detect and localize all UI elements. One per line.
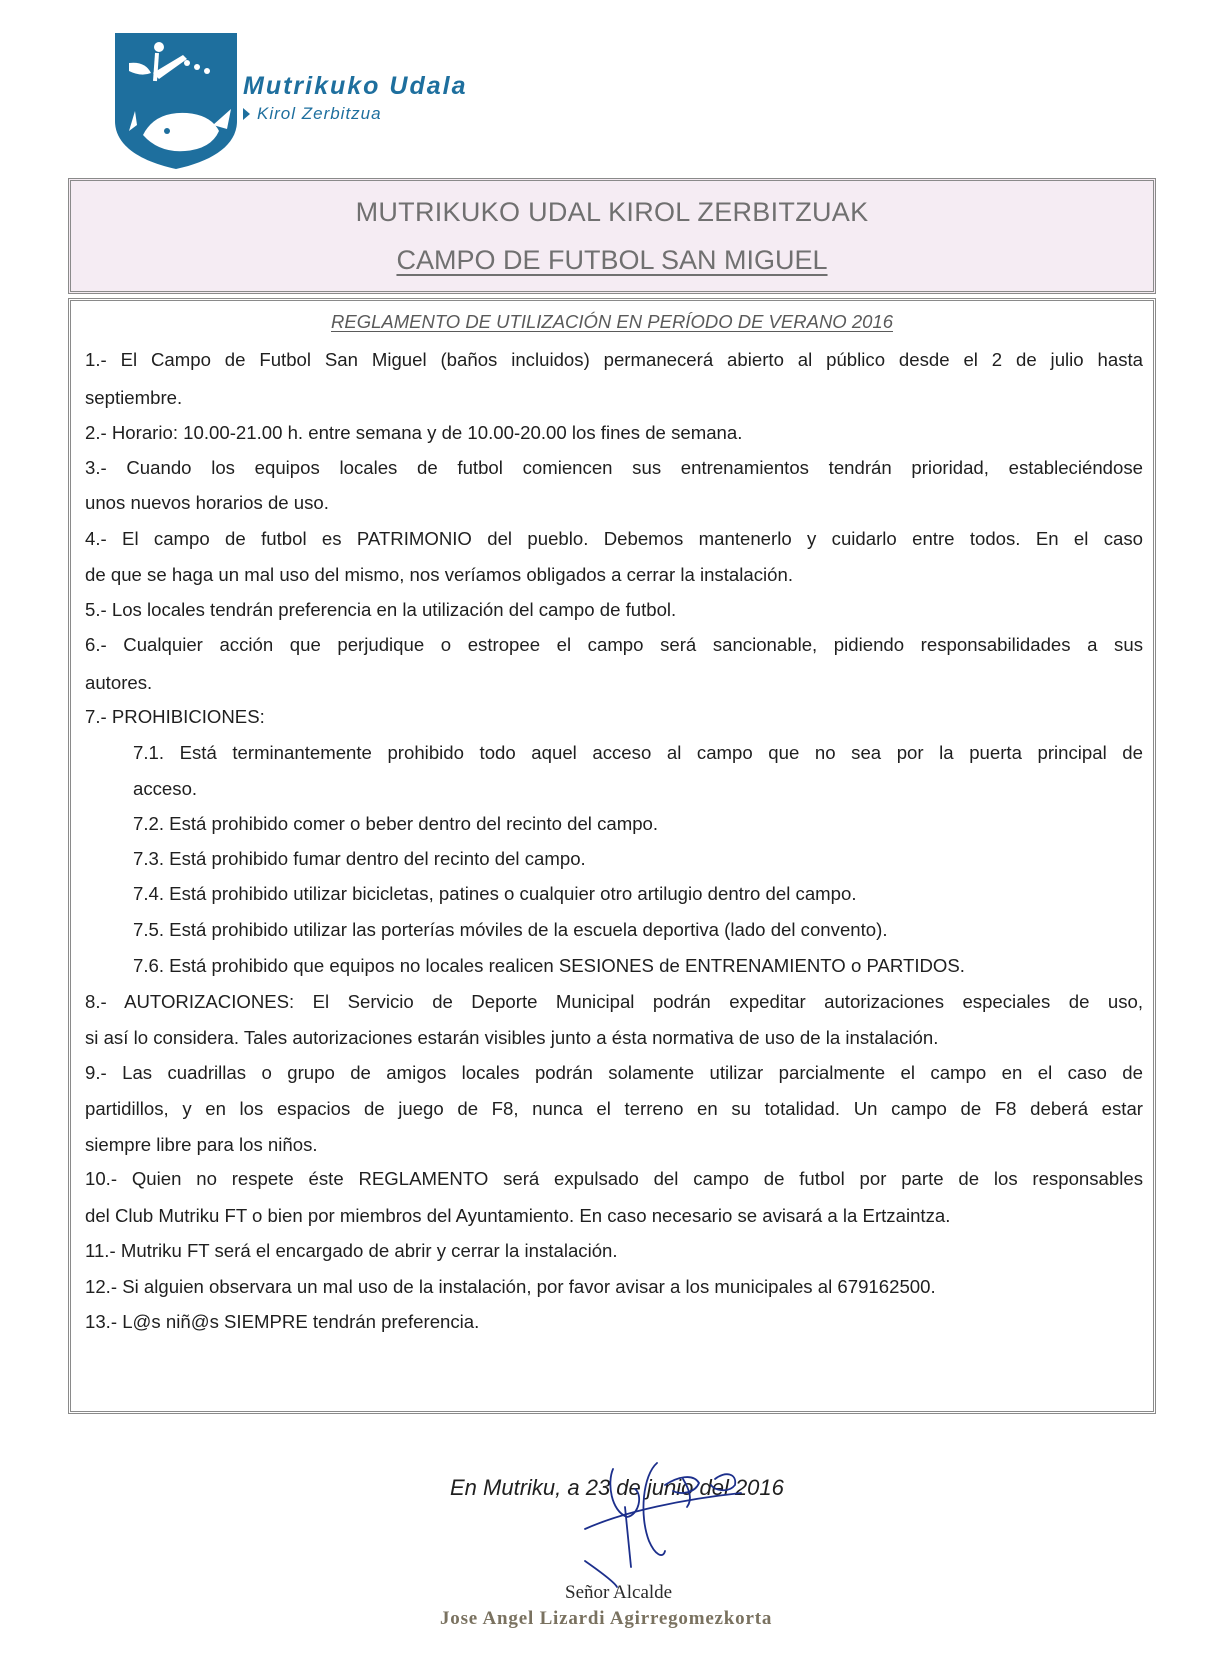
- rule-line: de que se haga un mal uso del mismo, nos veríamos obligados a cerrar la instalación.: [85, 564, 793, 585]
- department-label: Kirol Zerbitzua: [257, 104, 382, 123]
- title-box: [68, 178, 1156, 294]
- regulation-box: [68, 298, 1156, 1414]
- organization-block: [243, 72, 467, 124]
- organization-name: Mutrikuko Udala: [243, 72, 468, 100]
- rule-line: 8.- AUTORIZACIONES: El Servicio de Deporte Municipal podrán expeditar autorizaciones especiales de uso,: [85, 991, 1143, 1012]
- rule-line: acceso.: [133, 778, 198, 799]
- municipal-logo-icon: [115, 33, 237, 169]
- rule-line: del Club Mutriku FT o bien por miembros del Ayuntamiento. En caso necesario se avisará a la Ertzaintza.: [85, 1205, 951, 1226]
- mayor-title: Señor Alcalde: [565, 1582, 673, 1603]
- rule-line: autores.: [85, 672, 153, 693]
- rule-line: partidillos, y en los espacios de juego de F8, nunca el terreno en su totalidad. Un campo de F8 deberá estar: [85, 1098, 1143, 1119]
- rule-line: 9.- Las cuadrillas o grupo de amigos locales podrán solamente utilizar parcialmente el campo en el caso de: [85, 1062, 1143, 1083]
- signature-icon: [565, 1455, 815, 1590]
- mayor-name: Jose Angel Lizardi Agirregomezkorta: [440, 1608, 773, 1629]
- rule-line: 3.- Cuando los equipos locales de futbol comiencen sus entrenamientos tendrán prioridad, estableciéndose: [85, 457, 1143, 478]
- regulation-title: REGLAMENTO DE UTILIZACIÓN EN PERÍODO DE VERANO 2016: [331, 311, 893, 332]
- rule-line: 7.6. Está prohibido que equipos no locales realicen SESIONES de ENTRENAMIENTO o PARTIDOS.: [133, 955, 965, 976]
- document-subtitle: CAMPO DE FUTBOL SAN MIGUEL: [396, 245, 828, 275]
- rule-line: siempre libre para los niños.: [85, 1134, 318, 1155]
- organization-department: [243, 104, 467, 124]
- rule-line: 6.- Cualquier acción que perjudique o estropee el campo será sancionable, pidiendo responsabilidades a sus: [85, 634, 1143, 655]
- rule-line: 11.- Mutriku FT será el encargado de abrir y cerrar la instalación.: [85, 1240, 618, 1261]
- rule-line: 7.5. Está prohibido utilizar las porterías móviles de la escuela deportiva (lado del convento).: [133, 919, 888, 940]
- rule-line: 2.- Horario: 10.00-21.00 h. entre semana y de 10.00-20.00 los fines de semana.: [85, 422, 743, 443]
- rule-line: 13.- L@s niñ@s SIEMPRE tendrán preferencia.: [85, 1311, 480, 1332]
- rule-line: 1.- El Campo de Futbol San Miguel (baños incluidos) permanecerá abierto al público desde el 2 de julio hasta: [85, 349, 1143, 370]
- rule-line: unos nuevos horarios de uso.: [85, 492, 329, 513]
- arrow-right-icon: [243, 108, 250, 120]
- rule-line: 12.- Si alguien observara un mal uso de la instalación, por favor avisar a los municipales al 679162500.: [85, 1276, 936, 1297]
- rule-line: si así lo considera. Tales autorizaciones estarán visibles junto a ésta normativa de uso de la instalación.: [85, 1027, 939, 1048]
- place-date: En Mutriku, a 23 de junio del 2016: [450, 1475, 784, 1500]
- rule-line: 7.- PROHIBICIONES:: [85, 706, 265, 727]
- rule-line: 4.- El campo de futbol es PATRIMONIO del pueblo. Debemos mantenerlo y cuidarlo entre todos. En el caso: [85, 528, 1143, 549]
- rule-line: 7.1. Está terminantemente prohibido todo aquel acceso al campo que no sea por la puerta principal de: [133, 742, 1143, 763]
- document-title: MUTRIKUKO UDAL KIROL ZERBITZUAK: [355, 197, 869, 227]
- rule-line: 7.4. Está prohibido utilizar bicicletas, patines o cualquier otro artilugio dentro del campo.: [133, 883, 857, 904]
- rule-line: 10.- Quien no respete éste REGLAMENTO será expulsado del campo de futbol por parte de los responsables: [85, 1168, 1143, 1189]
- rule-line: 7.3. Está prohibido fumar dentro del recinto del campo.: [133, 848, 586, 869]
- rule-line: 5.- Los locales tendrán preferencia en la utilización del campo de futbol.: [85, 599, 677, 620]
- rule-line: septiembre.: [85, 387, 183, 408]
- rule-line: 7.2. Está prohibido comer o beber dentro del recinto del campo.: [133, 813, 659, 834]
